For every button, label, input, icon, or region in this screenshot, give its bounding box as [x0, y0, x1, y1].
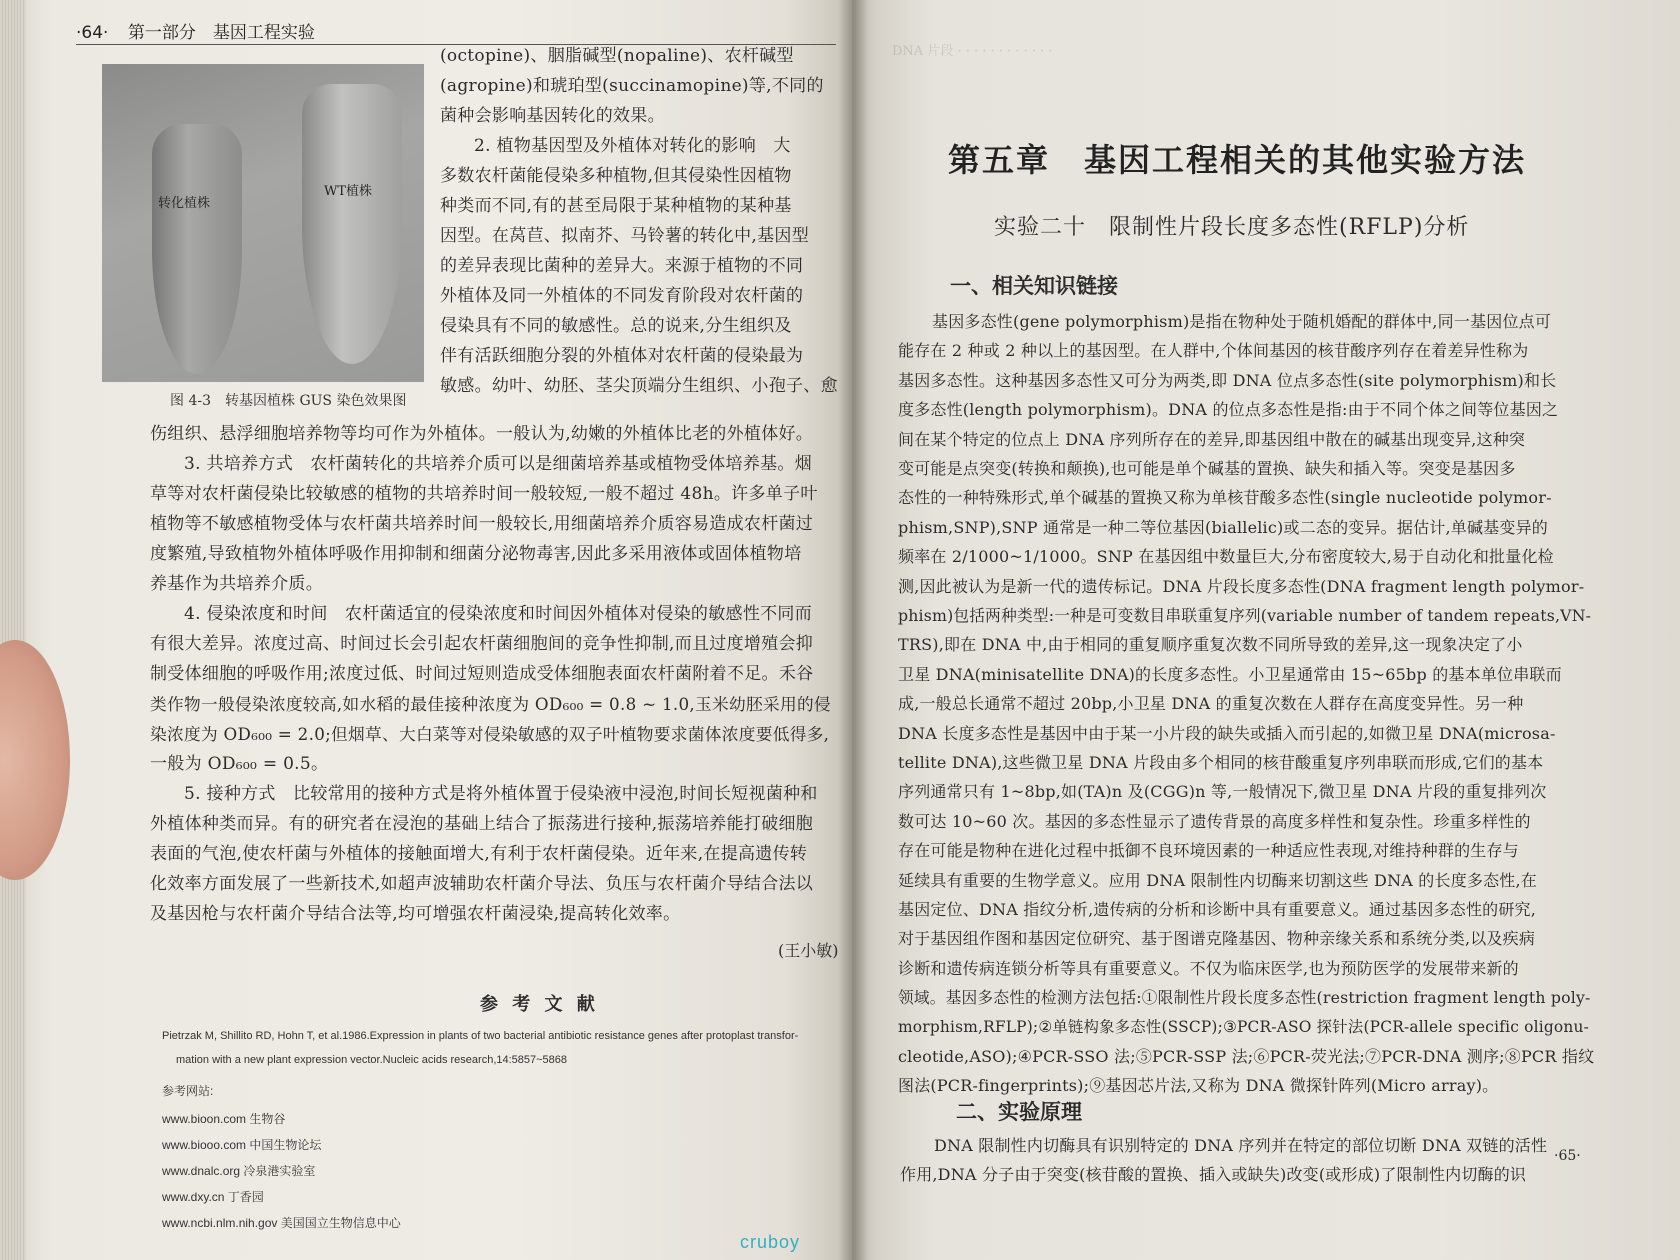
- bleed-through-text: DNA 片段 · · · · · · · · · · · ·: [892, 44, 1053, 59]
- text-line: 延续具有重要的生物学意义。应用 DNA 限制性内切酶来切割这些 DNA 的长度多态性,在: [898, 870, 1537, 890]
- reference-line: www.bioon.com 生物谷: [162, 1112, 286, 1126]
- text-line: 多数农杆菌能侵染多种植物,但其侵染性因植物: [440, 166, 792, 186]
- text-line: 外植体种类而异。有的研究者在浸泡的基础上结合了振荡进行接种,振荡培养能打破细胞: [150, 814, 814, 834]
- reference-line: Pietrzak M, Shillito RD, Hohn T, et al.1986.Expression in plants of two bacterial antibiotic resistance genes after protoplast transfor-: [162, 1030, 799, 1042]
- text-line: 序列通常只有 1~8bp,如(TA)n 及(CGG)n 等,一般情况下,微卫星 DNA 片段的重复排列次: [898, 782, 1547, 802]
- text-line: 的差异表现比菌种的差异大。来源于植物的不同: [440, 256, 804, 276]
- text-line: 化效率方面发展了一些新技术,如超声波辅助农杆菌介导法、负压与农杆菌介导结合法以: [150, 874, 814, 894]
- reference-line: mation with a new plant expression vector.Nucleic acids research,14:5857~5868: [176, 1054, 568, 1066]
- text-line: 种类而不同,有的甚至局限于某种植物的某种基: [440, 196, 792, 216]
- text-line: 间在某个特定的位点上 DNA 序列所存在的差异,即基因组中散在的碱基出现变异,这种突: [898, 429, 1526, 449]
- page-number-left: ·64·: [76, 23, 109, 43]
- text-line: DNA 长度多态性是基因中由于某一小片段的缺失或插入而引起的,如微卫星 DNA(microsa-: [898, 723, 1556, 743]
- text-line: morphism,RFLP);②单链构象多态性(SSCP);③PCR-ASO 探针法(PCR-allele specific oligonu-: [898, 1017, 1590, 1036]
- text-line: 4. 侵染浓度和时间 农杆菌适宜的侵染浓度和时间因外植体对侵染的敏感性不同而: [184, 604, 813, 624]
- label-wildtype: WT植株: [324, 184, 373, 199]
- text-line: 植物等不敏感植物受体与农杆菌共培养时间一般较长,用细菌培养介质容易造成农杆菌过: [150, 514, 814, 534]
- text-line: 频率在 2/1000~1/1000。SNP 在基因组中数量巨大,分布密度较大,易于自动化和批量化检: [898, 547, 1554, 567]
- text-line: 有很大差异。浓度过高、时间过长会引起农杆菌细胞间的竞争性抑制,而且过度增殖会抑: [150, 634, 814, 654]
- text-line: 卫星 DNA(minisatellite DNA)的长度多态性。小卫星通常由 15~65bp 的基本单位串联而: [898, 664, 1562, 684]
- tube-transgenic: [152, 124, 242, 374]
- tube-wildtype: [302, 84, 402, 364]
- text-line: 因型。在莴苣、拟南芥、马铃薯的转化中,基因型: [440, 226, 810, 246]
- text-line: 数可达 10~60 次。基因的多态性显示了遗传背景的高度多样性和复杂性。珍重多样性的: [898, 811, 1531, 831]
- text-line: tellite DNA),这些微卫星 DNA 片段由多个相同的核苷酸重复序列串联而形成,它们的基本: [898, 753, 1544, 772]
- text-line: 养基作为共培养介质。: [150, 574, 323, 594]
- text-line: phism)包括两种类型:一种是可变数目串联重复序列(variable number of tandem repeats,VN-: [898, 606, 1592, 625]
- text-line: 敏感。幼叶、幼胚、茎尖顶端分生组织、小孢子、愈: [440, 376, 838, 396]
- text-line: 能存在 2 种或 2 种以上的基因型。在人群中,个体间基因的核苷酸序列存在着差异性称为: [898, 341, 1529, 361]
- running-header-left: [76, 18, 315, 43]
- text-line: 测,因此被认为是新一代的遗传标记。DNA 片段长度多态性(DNA fragment length polymor-: [898, 576, 1585, 596]
- text-line: 基因定位、DNA 指纹分析,遗传病的分析和诊断中具有重要意义。通过基因多态性的研究,: [898, 900, 1537, 919]
- text-line: 图法(PCR-fingerprints);⑨基因芯片法,又称为 DNA 微探针阵列(Micro array)。: [898, 1076, 1499, 1096]
- text-line: 基因多态性。这种基因多态性又可分为两类,即 DNA 位点多态性(site polymorphism)和长: [898, 370, 1557, 390]
- text-line: (octopine)、胭脂碱型(nopaline)、农杆碱型: [440, 46, 794, 66]
- text-line: phism,SNP),SNP 通常是一种二等位基因(biallelic)或二态的变异。据估计,单碱基变异的: [898, 517, 1548, 537]
- text-line: 外植体及同一外植体的不同发育阶段对农杆菌的: [440, 286, 804, 306]
- text-line: 作用,DNA 分子由于突变(核苷酸的置换、插入或缺失)改变(或形成)了限制性内切酶的识: [900, 1165, 1527, 1184]
- label-transgenic: 转化植株: [158, 196, 211, 211]
- text-line: 变可能是点突变(转换和颠换),也可能是单个碱基的置换、缺失和插入等。突变是基因多: [898, 459, 1516, 478]
- reference-line: www.dnalc.org 冷泉港实验室: [162, 1164, 316, 1178]
- text-line: 领域。基因多态性的检测方法包括:①限制性片段长度多态性(restriction fragment length poly-: [898, 988, 1591, 1008]
- text-line: 菌种会影响基因转化的效果。: [440, 106, 665, 126]
- text-line: (agropine)和琥珀型(succinamopine)等,不同的: [440, 76, 824, 96]
- text-line: 2. 植物基因型及外植体对转化的影响 大: [474, 136, 791, 156]
- reference-line: www.dxy.cn 丁香园: [162, 1190, 264, 1204]
- text-line: 及基因枪与农杆菌介导结合法等,均可增强农杆菌浸染,提高转化效率。: [150, 904, 681, 924]
- text-line: 态性的一种特殊形式,单个碱基的置换又称为单核苷酸多态性(single nucleotide polymor-: [898, 488, 1552, 508]
- text-line: 度繁殖,导致植物外植体呼吸作用抑制和细菌分泌物毒害,因此多采用液体或固体植物培: [150, 544, 802, 564]
- page-edge: [0, 0, 26, 1260]
- text-line: 度多态性(length polymorphism)。DNA 的位点多态性是指:由于不同个体之间等位基因之: [898, 400, 1559, 420]
- text-line: 诊断和遗传病连锁分析等具有重要意义。不仅为临床医学,也为预防医学的发展带来新的: [898, 958, 1519, 978]
- text-line: 制受体细胞的呼吸作用;浓度过低、时间过短则造成受体细胞表面农杆菌附着不足。禾谷: [150, 664, 814, 684]
- author: (王小敏): [778, 941, 839, 960]
- book-gutter: [838, 0, 868, 1260]
- figure-caption: 图 4-3 转基因植株 GUS 染色效果图: [170, 393, 407, 409]
- watermark: cruboy: [740, 1232, 801, 1252]
- text-line: 类作物一般侵染浓度较高,如水稻的最佳接种浓度为 OD₆₀₀ = 0.8 ~ 1.0,玉米幼胚采用的侵: [150, 694, 831, 714]
- page-number-right: ·65·: [1554, 1148, 1581, 1164]
- gus-staining-photo: [102, 64, 424, 382]
- section2-title: 二、实验原理: [956, 1100, 1082, 1124]
- text-line: 对于基因组作图和基因定位研究、基于图谱克隆基因、物种亲缘关系和系统分类,以及疾病: [898, 929, 1536, 949]
- reference-line: www.biooo.com 中国生物论坛: [162, 1138, 322, 1152]
- text-line: 伴有活跃细胞分裂的外植体对农杆菌的侵染最为: [440, 346, 804, 366]
- text-line: DNA 限制性内切酶具有识别特定的 DNA 序列并在特定的部位切断 DNA 双链的活性: [934, 1136, 1548, 1155]
- text-line: 伤组织、悬浮细胞培养物等均可作为外植体。一般认为,幼嫩的外植体比老的外植体好。: [150, 424, 814, 444]
- section1-title: 一、相关知识链接: [950, 274, 1118, 298]
- text-line: 侵染具有不同的敏感性。总的说来,分生组织及: [440, 316, 792, 336]
- reference-line: 参考网站:: [162, 1084, 214, 1098]
- right-page: [852, 0, 1680, 1260]
- text-line: TRS),即在 DNA 中,由于相同的重复顺序重复次数不同所导致的差异,这一现象决定了小: [898, 635, 1523, 655]
- text-line: 草等对农杆菌侵染比较敏感的植物的共培养时间一般较短,一般不超过 48h。许多单子叶: [150, 484, 818, 504]
- section-heading: 第一部分 基因工程实验: [127, 23, 315, 43]
- reference-line: www.ncbi.nlm.nih.gov 美国国立生物信息中心: [162, 1216, 401, 1230]
- experiment-title: 实验二十 限制性片段长度多态性(RFLP)分析: [994, 215, 1470, 240]
- text-line: 染浓度为 OD₆₀₀ = 2.0;但烟草、大白菜等对侵染敏感的双子叶植物要求菌体浓度要低得多,: [150, 724, 830, 744]
- text-line: cleotide,ASO);④PCR-SSO 法;⑤PCR-SSP 法;⑥PCR-荧光法;⑦PCR-DNA 测序;⑧PCR 指纹: [898, 1047, 1595, 1066]
- text-line: 5. 接种方式 比较常用的接种方式是将外植体置于侵染液中浸泡,时间长短视菌种和: [184, 784, 818, 804]
- text-line: 3. 共培养方式 农杆菌转化的共培养介质可以是细菌培养基或植物受体培养基。烟: [184, 454, 813, 474]
- thumb: [0, 640, 70, 880]
- chapter-title: 第五章 基因工程相关的其他实验方法: [948, 141, 1527, 179]
- references-title: 参 考 文 献: [480, 994, 599, 1015]
- text-line: 成,一般总长通常不超过 20bp,小卫星 DNA 的重复次数在人群存在高度变异性。另一种: [898, 694, 1524, 714]
- text-line: 一般为 OD₆₀₀ = 0.5。: [150, 754, 329, 774]
- text-line: 表面的气泡,使农杆菌与外植体的接触面增大,有利于农杆菌侵染。近年来,在提高遗传转: [150, 844, 808, 864]
- text-line: 基因多态性(gene polymorphism)是指在物种处于随机婚配的群体中,同一基因位点可: [932, 312, 1552, 331]
- text-line: 存在可能是物种在进化过程中抵御不良环境因素的一种适应性表现,对维持种群的生存与: [898, 841, 1519, 861]
